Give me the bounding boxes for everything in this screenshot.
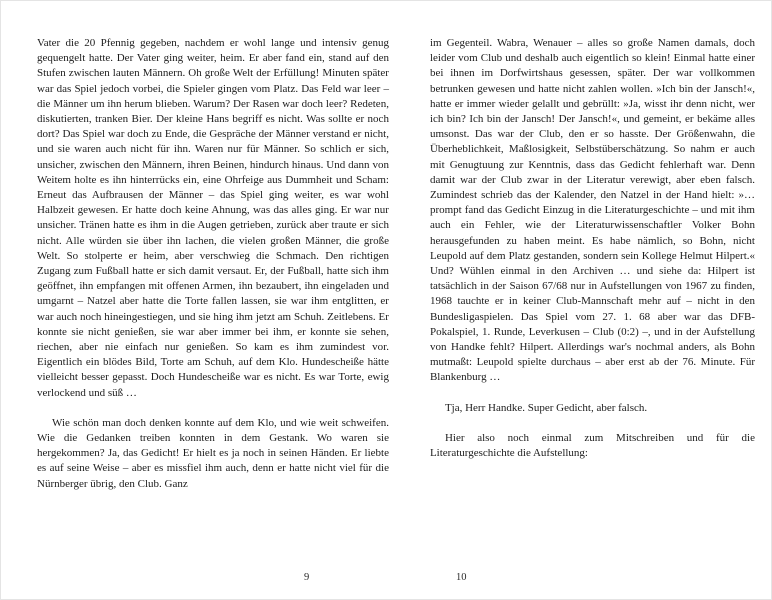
- page-right: [410, 1, 771, 599]
- paragraph: Vater die 20 Pfennig gegeben, nachdem er wohl lange und intensiv genug gequengelt hatte. Der Vater ging weiter, heim. Er aber fand ein, stand auf den Stufen zwischen lauten Männern. Oh große Welt der Erfüllung! Minuten später war das Spiel jedoch vorbei, die Spieler gingen vom Platz. Das Feld war leer – die Männer um ihn herum blieben. Warum? Der Rasen war doch leer? Redeten, diskutierten, tranken Bier. Der kleine Hans begriff es nicht. Was sollte er noch dort? Das Spiel war doch zu Ende, die Gespräche der Männer verstand er nicht, und sie waren auch nicht für ihn. Waren nur für Männer. So schlich er sich, unsicher, zwischen den Männern, ihren Beinen, hindurch hinaus. Und dann von Weitem holte es ihn hinterrücks ein, eine Ohrfeige aus Dummheit und Scham: Erneut das Aufbrausen der Männer – das Spiel ging weiter, es war wohl Halbzeit gewesen. Er hatte doch keine Ahnung, was das alles ging. Er war nur unsicher. Tränen hatte es ihm in die Augen getrieben, zurück aber traute er sich nicht. Alle würden sie über ihn lachen, die vielen großen Männer, die große Welt. So stolperte er heim, aber verschwieg die Schmach. Den richtigen Zugang zum Fußball hatte er sich damit versaut. Er, der Fußball, hatte sich ihm geöffnet, ihn empfangen mit offenen Armen, ihn bezaubert, ihn eingeladen und umgarnt – Natzel aber hatte die Torte fallen lassen, sie war ihm entglitten, er war auch noch hineingestiegen, und sie hing ihm jetzt am Schuh. Zeitlebens. Er konnte sie nicht genießen, sie war aber immer bei ihm, er konnte sie sehen, riechen, aber nie einfach nur genießen. So kam es ihm zumindest vor. Eigentlich ein blödes Bild, Torte am Schuh, auf dem Klo. Hundescheiße hätte vielleicht besser gepasst. Doch Hundescheiße war es nicht. Es war Torte, ewig verlockend und süß …: [37, 37, 389, 399]
- page-left-text: [37, 36, 389, 492]
- paragraph: Hier also noch einmal zum Mitschreiben und für die Literaturgeschichte die Aufstellung:: [429, 431, 755, 460]
- paragraph: im Gegenteil. Wabra, Wenauer – alles so große Namen damals, doch leider vom Club und deshalb auch eigentlich so klein! Einmal hatte einer bei ihnen im Dorfwirtshaus gesessen, später. Der war vollkommen betrunken gewesen und hatte nicht zahlen wollen. »Ich bin der Jansch!«, hatte er immer wieder gelallt und gebrüllt: »Ja, wisst ihr denn nicht, wer ich bin? Ich bin der Jansch! Der Jansch!«, und gemeint, er bekäme alles umsonst. Das war der Club, den er so hasste. Der Größenwahn, die Überheblichkeit, Maßlosigkeit, Selbstüberschätzung. So nahm er auch mit Genugtuung zur Kenntnis, dass das Gedicht fehlerhaft war. Denn damit war der Club zwar in der Literatur verewigt, aber eben falsch. Zumindest schrieb das der Kalender, den Natzel in der Hand hielt: »… prompt fand das Gedicht Einzug in die Literaturgeschichte – und mit ihm auch ein Fehler, wie der Literaturwissenschaftler Volker Bohn herausgefunden zu haben meint. Es habe nämlich, so Bohn, nicht Leupold auf dem Platz gestanden, sondern sein Kollege Helmut Hilpert.« Und? Wühlen einmal in den Archiven … und siehe da: Hilpert ist tatsächlich in der Saison 67/68 nur in Aufstellungen von 1967 zu finden, 1968 tauchte er in keiner Club-Mannschaft mehr auf – nicht in den Bundesligaspielen. Das Spiel vom 27. 1. 68 aber war das DFB-Pokalspiel, 1. Runde, Leverkusen – Club (0:2) –, und in der Aufstellung von Handke fehlt? Hilpert. Allerdings war's nochmal anders, als Bohn mutmaßt: Leupold spielte durchaus – aber erst ab der 76. Minute. Für Blankenburg …: [429, 37, 755, 384]
- page-number-right: 10: [455, 572, 467, 583]
- page-number-left: 9: [304, 572, 310, 583]
- page-right-text: [430, 36, 755, 461]
- paragraph: Tja, Herr Handke. Super Gedicht, aber falsch.: [444, 401, 648, 414]
- paragraph: Wie schön man doch denken konnte auf dem Klo, und wie weit schweifen. Wie die Gedanken treiben konnten in dem Gestank. Wo waren sie hergekommen? Ja, das Gedicht! Er hielt es ja noch in seinen Händen. Er liebte es auf seine Weise – aber es missfiel ihm auch, denn er hatte nicht viel für die Nürnberger übrig, den Club. Ganz: [37, 416, 389, 490]
- page-left: [1, 1, 410, 599]
